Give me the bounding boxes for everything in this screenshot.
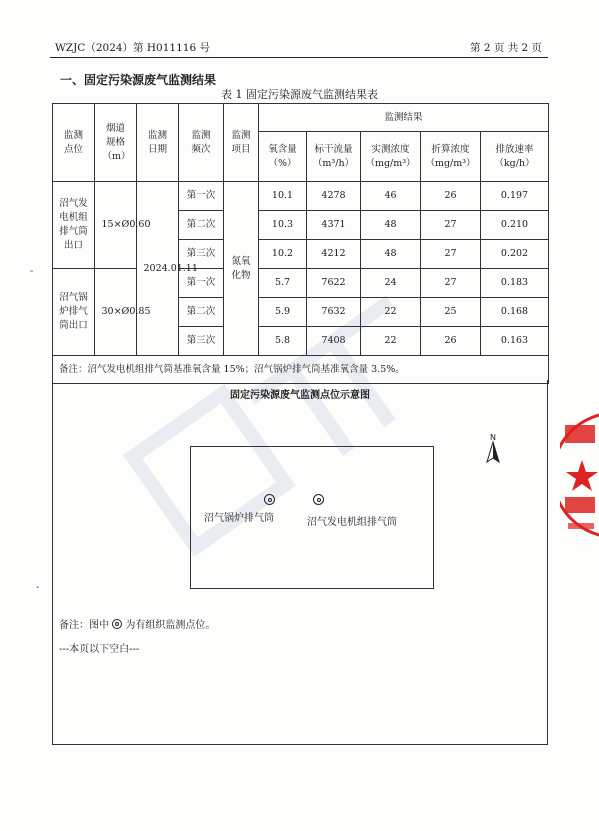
date-cell: 2024.01.11 [137, 182, 179, 356]
freq-cell: 第一次 [179, 182, 224, 211]
header-oxygen: 氧含量（%） [259, 132, 307, 182]
section-title: 一、固定污染源废气监测结果 [60, 73, 217, 87]
spec-cell-boiler: 30×Ø0.85 [95, 269, 137, 356]
header-spec: 烟道规格（m） [95, 104, 137, 182]
flow-cell: 7632 [307, 298, 361, 327]
oxygen-cell: 5.7 [259, 269, 307, 298]
table-caption: 表 1 固定污染源废气监测结果表 [221, 88, 378, 101]
measured-cell: 22 [361, 327, 421, 356]
header-results: 监测结果 [259, 104, 549, 132]
table-row [53, 269, 549, 298]
freq-cell: 第一次 [179, 269, 224, 298]
results-table [52, 103, 549, 384]
flow-cell: 4371 [307, 211, 361, 240]
measured-cell: 48 [361, 240, 421, 269]
header-rate: 排放速率（kg/h） [481, 132, 549, 182]
converted-cell: 26 [421, 182, 481, 211]
diagram-note: 备注：图中 为有组织监测点位。 [59, 620, 216, 631]
page-indicator: 第 2 页 共 2 页 [470, 42, 543, 54]
oxygen-cell: 10.3 [259, 211, 307, 240]
measured-cell: 46 [361, 182, 421, 211]
flow-cell: 4278 [307, 182, 361, 211]
flow-cell: 7408 [307, 327, 361, 356]
oxygen-cell: 5.9 [259, 298, 307, 327]
point-label-boiler: 沼气锅炉排气筒 [204, 513, 274, 524]
monitoring-point-boiler-icon [264, 494, 275, 505]
header-item: 监测项目 [224, 104, 259, 182]
header-rule [50, 57, 548, 58]
diagram-panel [52, 380, 548, 745]
point-cell-boiler: 沼气锅炉排气筒出口 [53, 269, 95, 356]
monitoring-point-generator-icon [313, 494, 324, 505]
margin-mark: - [30, 266, 34, 277]
official-seal-stamp [560, 405, 599, 545]
oxygen-cell: 10.1 [259, 182, 307, 211]
rate-cell: 0.210 [481, 211, 549, 240]
monitoring-point-legend-icon [112, 619, 122, 629]
rate-cell: 0.183 [481, 269, 549, 298]
converted-cell: 27 [421, 240, 481, 269]
rate-cell: 0.197 [481, 182, 549, 211]
north-arrow-icon [481, 432, 505, 466]
header-measured: 实测浓度（mg/m³） [361, 132, 421, 182]
table-note: 备注：沼气发电机组排气筒基准氧含量 15%；沼气锅炉排气筒基准氧含量 3.5%。 [53, 356, 549, 384]
freq-cell: 第三次 [179, 240, 224, 269]
oxygen-cell: 10.2 [259, 240, 307, 269]
freq-cell: 第三次 [179, 327, 224, 356]
header-date: 监测日期 [137, 104, 179, 182]
header-converted: 折算浓度（mg/m³） [421, 132, 481, 182]
point-cell-generator: 沼气发电机组排气筒出口 [53, 182, 95, 269]
diagram-title: 固定污染源废气监测点位示意图 [230, 390, 370, 401]
site-boundary [190, 446, 434, 589]
header-point: 监测点位 [53, 104, 95, 182]
header-freq: 监测频次 [179, 104, 224, 182]
item-cell: 氮氧化物 [224, 182, 259, 356]
report-number: WZJC（2024）第 H011116 号 [55, 42, 210, 54]
oxygen-cell: 5.8 [259, 327, 307, 356]
spec-cell-generator: 15×Ø0.60 [95, 182, 137, 269]
converted-cell: 27 [421, 211, 481, 240]
rate-cell: 0.202 [481, 240, 549, 269]
point-label-generator: 沼气发电机组排气筒 [307, 517, 397, 528]
measured-cell: 48 [361, 211, 421, 240]
freq-cell: 第二次 [179, 211, 224, 240]
flow-cell: 7622 [307, 269, 361, 298]
rate-cell: 0.168 [481, 298, 549, 327]
header-flow: 标干流量（m³/h） [307, 132, 361, 182]
converted-cell: 27 [421, 269, 481, 298]
table-row [53, 182, 549, 211]
converted-cell: 26 [421, 327, 481, 356]
freq-cell: 第二次 [179, 298, 224, 327]
margin-mark: - [36, 582, 40, 593]
converted-cell: 25 [421, 298, 481, 327]
measured-cell: 22 [361, 298, 421, 327]
rate-cell: 0.163 [481, 327, 549, 356]
north-label: N [490, 433, 496, 442]
blank-note: ---本页以下空白--- [59, 644, 140, 655]
flow-cell: 4212 [307, 240, 361, 269]
measured-cell: 24 [361, 269, 421, 298]
